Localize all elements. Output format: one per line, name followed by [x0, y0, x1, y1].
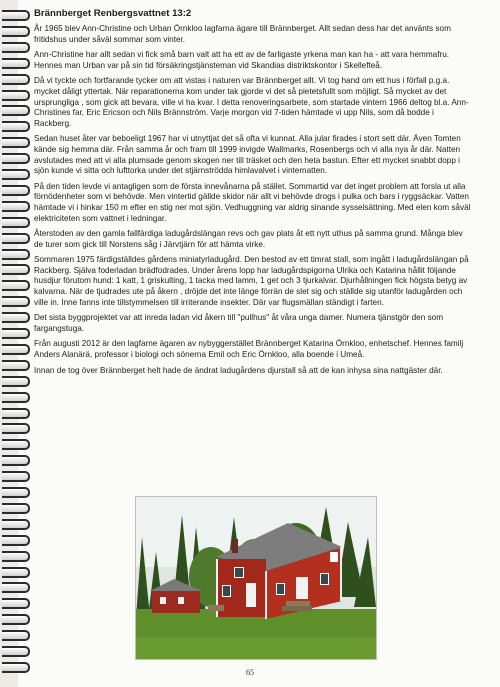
farmhouse-photo — [135, 496, 377, 660]
page-title: Brännberget Renbergsvattnet 13:2 — [34, 8, 192, 19]
spiral-coil — [2, 582, 30, 593]
spiral-coil — [2, 249, 30, 260]
spiral-coil — [2, 42, 30, 53]
paragraph: Från augusti 2012 är den lagfarne ägaren av nybyggerstället Brännberget Katarina Örnkloo, enhetschef. Hennes familj Anders Alanärä, professor i biologi och sönerna Emil och Eric Örnkloo, alla boende i Umeå. — [34, 339, 464, 360]
spiral-coil — [2, 519, 30, 530]
spiral-coil — [2, 137, 30, 148]
spiral-coil — [2, 105, 30, 116]
spiral-coil — [2, 201, 30, 212]
spiral-coil — [2, 153, 30, 164]
paragraph: Återstoden av den gamla fallfärdiga ladugårdslängan revs och gav plats åt ett nytt uthus på samma grund. Många blev de turer som gick till Norstens såg i Järvtjärn för att hämta virke. — [34, 229, 463, 249]
spiral-coil — [2, 264, 30, 275]
spiral-coil — [2, 392, 30, 403]
page-number: 65 — [246, 668, 254, 677]
spiral-coil — [2, 90, 30, 101]
spiral-coil — [2, 551, 30, 562]
spiral-coil — [2, 121, 30, 132]
spiral-coil — [2, 503, 30, 514]
spiral-coil — [2, 598, 30, 609]
spiral-coil — [2, 74, 30, 85]
paragraph: Innan de tog över Brännberget helt hade de ändrat ladugårdens djurstall så att de kan inhysa sina nattgäster där. — [34, 365, 443, 375]
spiral-coil — [2, 455, 30, 466]
paragraph: Ann-Christine har allt sedan vi fick små barn valt att ha ett av de farligaste yrkena man kan ha - att vara hemmafru. Hennes man Urban var på sin tid försäkringstjänsteman vid Skandias distriktskontor i Skellefteå. — [34, 50, 450, 70]
spiral-coil — [2, 567, 30, 578]
spiral-coil — [2, 535, 30, 546]
spiral-binding — [0, 10, 30, 680]
spiral-coil — [2, 408, 30, 419]
spiral-coil — [2, 471, 30, 482]
paragraph: Sommaren 1975 färdigställdes gårdens miniatyrladugård. Den bestod av ett timrat stall, som ingått i ladugårdslängan på Rackberg. Själva foderladan brädfodrades. Under årens lopp har ladugårdspigorna Ulrika och Katarina hållit följande husdjur förutom hund: 1 katt, 1 griskulting, 1 tacka med lamm, 1 get och 3 tjurkalvar. Djurhållningen fick högsta betyg av kalvarna. När de tjudrades ute på åkern , dröjde det inte länge förrän de slet sig och ställde sig utanför ladugården och ville in. Inne fanns inte tillstymmelsen till irriterande insekter. Där var flugsmällan ständigt i farten. — [34, 255, 469, 307]
spiral-coil — [2, 10, 30, 21]
spiral-coil — [2, 185, 30, 196]
spiral-coil — [2, 328, 30, 339]
spiral-coil — [2, 360, 30, 371]
spiral-coil — [2, 169, 30, 180]
spiral-coil — [2, 233, 30, 244]
spiral-coil — [2, 26, 30, 37]
spiral-coil — [2, 614, 30, 625]
spiral-coil — [2, 630, 30, 641]
paragraph: Då vi tyckte och fortfarande tycker om att vistas i naturen var Brännberget allt. Vi tog hand om ett hus i förfall p.g.a. mycket dåligt yttertak. När reparationerna kom under tak gjorde vi det så pietetsfullt som möjligt. Så mycket av det ursprungliga , som gick att bevara, ville vi ha kvar. I detta renoveringsarbete, som startade vintern 1966 deltog bl.a. Ann-Christines far, Eric Ericson och Nils Brännström. Varje morgon vid 7-tiden hämtade vi upp Nils, som då bodde i Rackberg. — [34, 76, 469, 128]
spiral-coil — [2, 58, 30, 69]
paragraph: Sedan huset åter var beboeligt 1967 har vi utnyttjat det så ofta vi kunnat. Alla jular firades i stort sett där. Även Tomten kände sig hemma där. Från samma år och fram till 1999 invigde Wallmarks, Rosenbergs och vi alla nya år där. Natten avslutades med att vi alla plumsade genom skogen ner till träsket och den heta bastun. Efter ett mycket snabbt dopp i sjön kunde vi sitta och lufttorka under det stjärnströdda himlavalvet i vinternatten. — [34, 134, 461, 176]
spiral-coil — [2, 344, 30, 355]
spiral-coil — [2, 439, 30, 450]
paragraph: På den tiden levde vi antagligen som de första innevånarna på stället. Sommartid var det inget problem att forsla ut alla förnödenheter som vi behövde. Men vintertid gällde skidor när allt vi behövde drogs i pulka och bars i ryggsäckar. Vatten hämtade vi i hinkar 150 m efter en stig ner mot sjön. Vedhuggning var aldrig sinande sysselsättning. Med elen kom såväl elektriciteten som vattnet i ledningar. — [34, 181, 471, 223]
spiral-coil — [2, 280, 30, 291]
spiral-coil — [2, 296, 30, 307]
spiral-coil — [2, 487, 30, 498]
paragraph: Det sista byggprojektet var att inreda ladan vid åkern till "pullhus" åt våra unga damer. Numera tjänstgör den som fargangstuga. — [34, 313, 444, 333]
spiral-coil — [2, 423, 30, 434]
spiral-coil — [2, 376, 30, 387]
spiral-coil — [2, 312, 30, 323]
document-body — [34, 8, 472, 381]
paragraph: År 1965 blev Ann-Christine och Urban Örnkloo lagfarna ägare till Brännberget. Allt sedan dess har det använts som fritidshus under såväl sommar som vinter. — [34, 24, 451, 44]
spiral-coil — [2, 646, 30, 657]
spiral-coil — [2, 217, 30, 228]
